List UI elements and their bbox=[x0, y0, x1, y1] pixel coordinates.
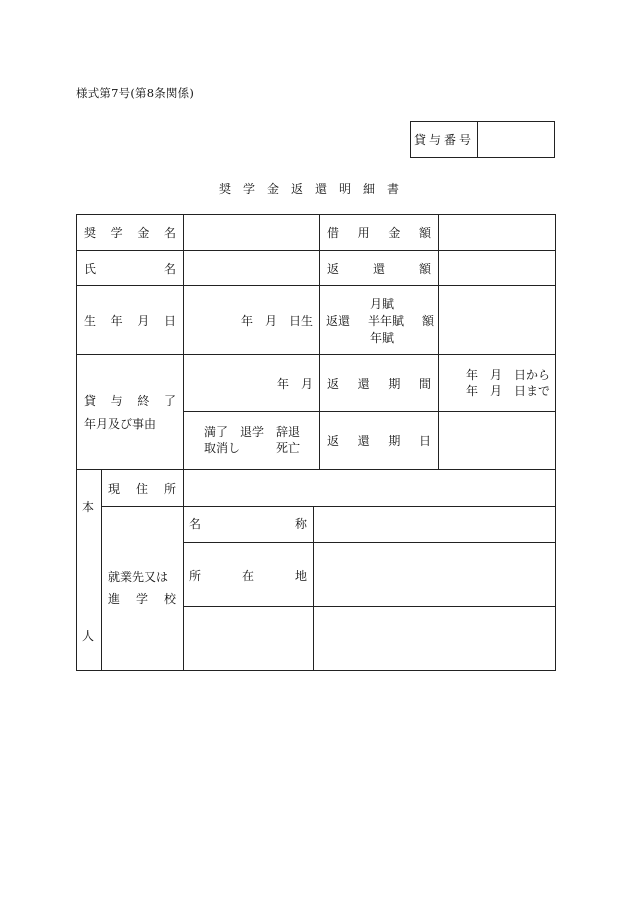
loan-end-label-line2: 年月及び事由 bbox=[84, 417, 157, 431]
loan-end-label-line1: 貸 与 終 了 bbox=[84, 394, 176, 408]
borrowed-amount-field[interactable] bbox=[439, 215, 555, 250]
document-title: 奨学金返還明細書 bbox=[218, 182, 411, 196]
repay-period-from: 年 月 日から bbox=[465, 368, 550, 382]
installment-suffix: 額 bbox=[422, 314, 435, 328]
person-label-bottom: 人 bbox=[82, 629, 95, 643]
repay-period-label: 返 還 期 間 bbox=[327, 377, 431, 391]
current-address-label: 現 住 所 bbox=[108, 482, 176, 496]
installment-semiannual: 半年賦 bbox=[367, 314, 404, 328]
employer-name-field[interactable] bbox=[314, 507, 555, 542]
birthdate-label: 生 年 月 日 bbox=[84, 314, 176, 328]
current-address-field[interactable] bbox=[184, 470, 555, 506]
loan-number-label: 貸与番号 bbox=[411, 122, 478, 157]
employer-label-line2: 進 学 校 bbox=[108, 592, 176, 606]
loan-end-reason-line1: 満了 退学 辞退 bbox=[204, 425, 301, 439]
borrowed-amount-label: 借 用 金 額 bbox=[327, 226, 431, 240]
form-number-label: 様式第7号(第8条関係) bbox=[76, 86, 195, 100]
scholarship-name-label: 奨 学 金 名 bbox=[84, 226, 176, 240]
employer-location-field[interactable] bbox=[314, 543, 555, 606]
installment-annual: 年賦 bbox=[369, 331, 394, 345]
installment-prefix: 返還 bbox=[326, 314, 351, 328]
employer-label-line1: 就業先又は bbox=[108, 570, 169, 584]
employer-location-label: 所 在 地 bbox=[189, 569, 307, 583]
loan-end-reason-line2: 取消し 死亡 bbox=[204, 441, 301, 455]
extra-value-cell[interactable] bbox=[314, 607, 555, 670]
repay-amount-field[interactable] bbox=[439, 251, 555, 285]
birthdate-format: 年 月 日生 bbox=[240, 314, 313, 328]
name-field[interactable] bbox=[184, 251, 319, 285]
installment-field[interactable] bbox=[439, 286, 555, 354]
installment-label bbox=[326, 296, 436, 346]
employer-name-label: 名 称 bbox=[189, 517, 307, 531]
installment-monthly: 月賦 bbox=[369, 297, 394, 311]
repay-amount-label: 返 還 額 bbox=[327, 262, 431, 276]
loan-end-month-format: 年 月 bbox=[276, 377, 313, 391]
repay-due-label: 返 還 期 日 bbox=[327, 434, 431, 448]
extra-label-cell bbox=[184, 607, 313, 670]
repay-period-to: 年 月 日まで bbox=[465, 384, 550, 398]
person-label-top: 本 bbox=[82, 500, 95, 514]
scholarship-name-field[interactable] bbox=[184, 215, 319, 250]
name-label: 氏 名 bbox=[84, 262, 176, 276]
repay-due-field[interactable] bbox=[439, 412, 555, 469]
